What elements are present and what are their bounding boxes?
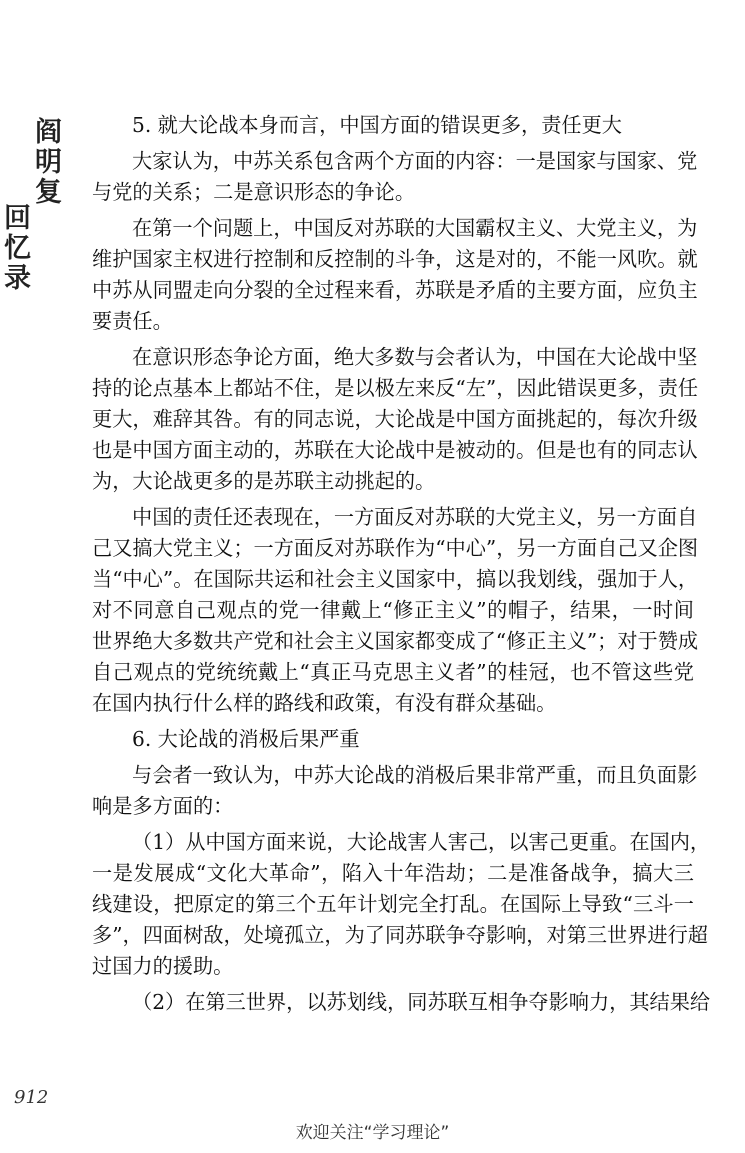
text-line: 一是发展成“文化大革命”，陷入十年浩劫；二是准备战争，搞大三 [92, 861, 694, 885]
text-line: 更大，难辞其咎。有的同志说，大论战是中国方面挑起的，每次升级 [92, 407, 698, 431]
text-line: 为，大论战更多的是苏联主动挑起的。 [92, 469, 436, 493]
text-line: 与党的关系；二是意识形态的争论。 [92, 180, 416, 204]
text-line: 持的论点基本上都站不住，是以极左来反“左”，因此错误更多，责任 [92, 376, 699, 400]
text-line: 当“中心”。在国际共运和社会主义国家中，搞以我划线，强加于人， [92, 567, 699, 591]
running-title [4, 118, 62, 294]
text-line: 与会者一致认为，中苏大论战的消极后果非常严重，而且负面影 [132, 763, 698, 787]
text-line: 要责任。 [92, 309, 173, 333]
text-line: 6. 大论战的消极后果严重 [132, 727, 360, 751]
text-line: 维护国家主权进行控制和反控制的斗争，这是对的，不能一风吹。就 [92, 247, 698, 271]
text-line: 也是中国方面主动的，苏联在大论战中是被动的。但是也有的同志认 [92, 438, 698, 462]
text-line: 己又搞大党主义；一方面反对苏联作为“中心”，另一方面自己又企图 [92, 536, 699, 560]
footer-note: 欢迎关注“学习理论” [295, 1123, 450, 1143]
text-line: 过国力的援助。 [92, 954, 234, 978]
text-line: 世界绝大多数共产党和社会主义国家都变成了“修正主义”；对于赞成 [92, 629, 699, 653]
running-title-book: 回 忆 录 [4, 203, 31, 294]
page-number: 912 [14, 1087, 49, 1108]
running-title-name: 阎 明 复 [35, 117, 62, 208]
text-line: 大家认为，中苏关系包含两个方面的内容：一是国家与国家、党 [132, 149, 698, 173]
text-line: 5. 就大论战本身而言，中国方面的错误更多，责任更大 [132, 113, 622, 137]
text-line: 在第一个问题上，中国反对苏联的大国霸权主义、大党主义，为 [132, 216, 698, 240]
text-line: 响是多方面的： [92, 794, 234, 818]
text-line: 在意识形态争论方面，绝大多数与会者认为，中国在大论战中坚 [132, 345, 698, 369]
body-text [92, 110, 711, 1018]
text-line: 中国的责任还表现在，一方面反对苏联的大党主义，另一方面自 [132, 505, 698, 529]
text-line: 线建设，把原定的第三个五年计划完全打乱。在国际上导致“三斗一 [92, 892, 694, 916]
text-line: 自己观点的党统统戴上“真正马克思主义者”的桂冠，也不管这些党 [92, 660, 694, 684]
text-line: （1）从中国方面来说，大论战害人害己，以害己更重。在国内， [132, 830, 711, 854]
text-line: 中苏从同盟走向分裂的全过程来看，苏联是矛盾的主要方面，应负主 [92, 278, 698, 302]
text-line: （2）在第三世界，以苏划线，同苏联互相争夺影响力，其结果给 [132, 990, 711, 1014]
text-line: 在国内执行什么样的路线和政策，有没有群众基础。 [92, 691, 557, 715]
text-line: 多”，四面树敌，处境孤立，为了同苏联争夺影响，对第三世界进行超 [92, 923, 708, 947]
text-line: 对不同意自己观点的党一律戴上“修正主义”的帽子，结果，一时间 [92, 598, 694, 622]
